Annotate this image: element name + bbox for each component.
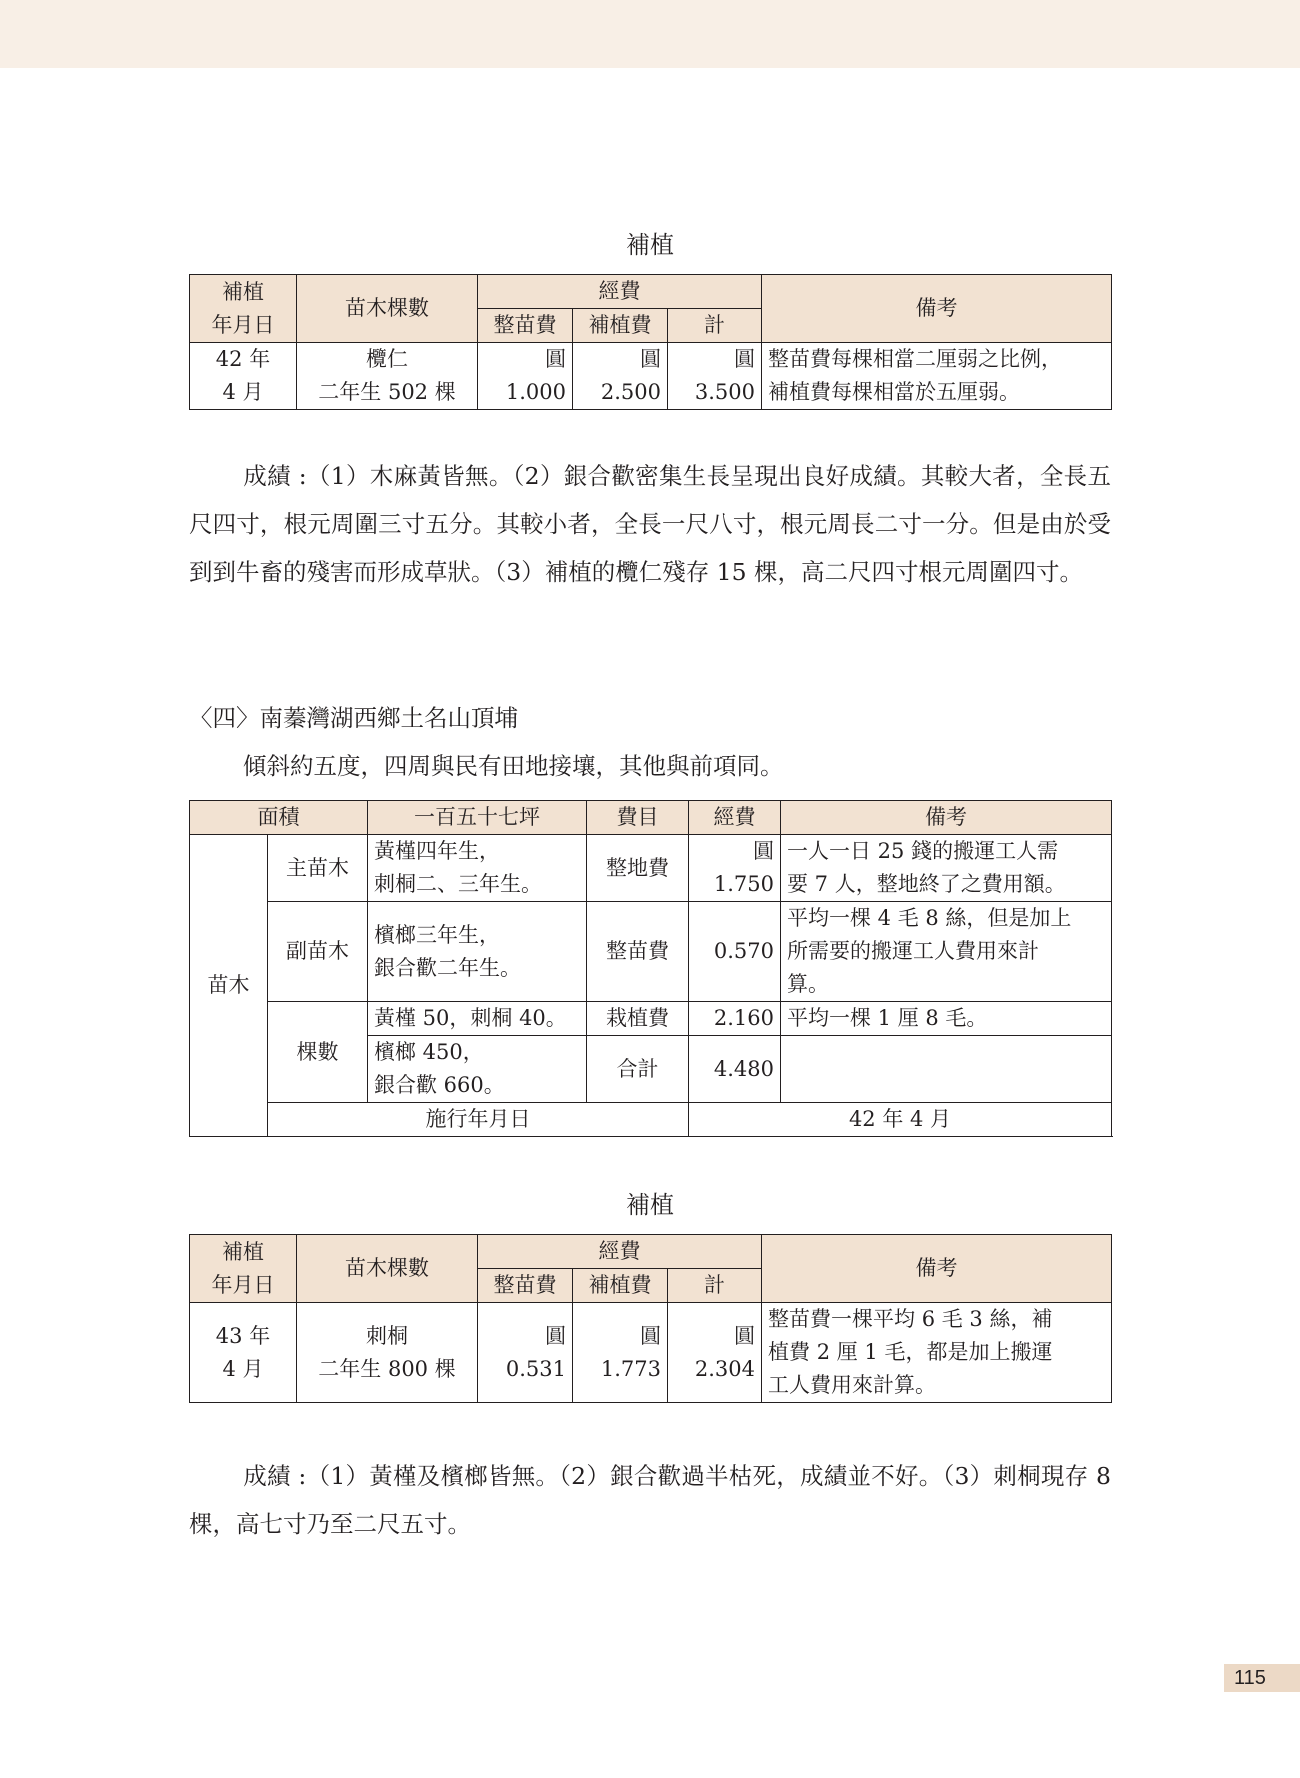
t1-v1: 圓 1.000	[478, 343, 573, 410]
t2-h-cost: 經費	[689, 801, 781, 835]
t2-exec-label: 施行年月日	[268, 1103, 689, 1137]
t3-h-date: 補植 年月日	[190, 1235, 297, 1303]
table3-caption: 補植	[626, 1191, 674, 1219]
t2-r2-remarks: 平均一棵 4 毛 8 絲，但是加上 所需要的搬運工人費用來計 算。	[781, 902, 1112, 1002]
t3-v1: 圓 0.531	[478, 1303, 573, 1403]
t3-v3: 圓 2.304	[668, 1303, 762, 1403]
t2-r1-item: 整地費	[587, 835, 689, 902]
section-heading: 〈四〉南蓁灣湖西鄉土名山頂埔	[189, 704, 518, 732]
table3	[189, 1234, 1112, 1403]
t3-h-sub3: 計	[668, 1269, 762, 1303]
t2-seedling: 苗木	[190, 835, 268, 1137]
t1-h-remarks: 備考	[762, 275, 1112, 343]
t2-r2-item: 整苗費	[587, 902, 689, 1002]
t2-count-1: 黃槿 50，刺桐 40。	[368, 1002, 587, 1036]
t3-h-seedlings: 苗木棵數	[297, 1235, 478, 1303]
t1-h-sub2: 補植費	[573, 309, 668, 343]
t3-h-sub2: 補植費	[573, 1269, 668, 1303]
t3-h-expense: 經費	[478, 1235, 762, 1269]
page-number: 115	[1224, 1664, 1300, 1692]
t1-v3: 圓 3.500	[668, 343, 762, 410]
t2-h-remarks: 備考	[781, 801, 1112, 835]
t1-remarks: 整苗費每棵相當二厘弱之比例， 補植費每棵相當於五厘弱。	[762, 343, 1112, 410]
para-results-1: 成績 :（1）木麻黃皆無。（2）銀合歡密集生長呈現出良好成績。其較大者，全長五尺四寸，根元周圍三寸五分。其較小者，全長一尺八寸，根元周長二寸一分。但是由於受到到牛畜的殘害而形成草狀。（3）補植的欖仁殘存 15 棵，高二尺四寸根元周圍四寸。	[189, 462, 1111, 586]
t2-r4-val: 4.480	[689, 1036, 781, 1103]
t2-r3-item: 栽植費	[587, 1002, 689, 1036]
t2-h-item: 費目	[587, 801, 689, 835]
t2-r1-remarks: 一人一日 25 錢的搬運工人需 要 7 人，整地終了之費用額。	[781, 835, 1112, 902]
t2-exec-val: 42 年 4 月	[689, 1103, 1112, 1137]
t2-r1-val: 圓 1.750	[689, 835, 781, 902]
t3-h-remarks: 備考	[762, 1235, 1112, 1303]
t3-date: 43 年 4 月	[190, 1303, 297, 1403]
t1-seedlings: 欖仁 二年生 502 棵	[297, 343, 478, 410]
t2-sub: 副苗木	[268, 902, 368, 1002]
t2-h-area-val: 一百五十七坪	[368, 801, 587, 835]
t2-main: 主苗木	[268, 835, 368, 902]
t1-h-sub3: 計	[668, 309, 762, 343]
t1-v2: 圓 2.500	[573, 343, 668, 410]
t2-r3-val: 2.160	[689, 1002, 781, 1036]
t2-r2-val: 0.570	[689, 902, 781, 1002]
table2	[189, 800, 1112, 1137]
t1-h-expense: 經費	[478, 275, 762, 309]
t1-date: 42 年 4 月	[190, 343, 297, 410]
table1-caption: 補植	[626, 231, 674, 259]
t3-remarks: 整苗費一棵平均 6 毛 3 絲，補 植費 2 厘 1 毛，都是加上搬運 工人費用來計算。	[762, 1303, 1112, 1403]
t1-h-date: 補植 年月日	[190, 275, 297, 343]
t2-h-area: 面積	[190, 801, 368, 835]
table1	[189, 274, 1112, 410]
t2-sub-desc: 檳榔三年生， 銀合歡二年生。	[368, 902, 587, 1002]
t1-h-sub1: 整苗費	[478, 309, 573, 343]
t2-count: 棵數	[268, 1002, 368, 1103]
t3-seedlings: 刺桐 二年生 800 棵	[297, 1303, 478, 1403]
top-band	[0, 0, 1300, 68]
t2-r4-item: 合計	[587, 1036, 689, 1103]
t2-count-2: 檳榔 450， 銀合歡 660。	[368, 1036, 587, 1103]
t2-r3-remarks: 平均一棵 1 厘 8 毛。	[781, 1002, 1112, 1036]
section-description: 傾斜約五度，四周與民有田地接壤，其他與前項同。	[243, 752, 784, 780]
t2-r4-remarks	[781, 1036, 1112, 1103]
para-results-2: 成績 :（1）黃槿及檳榔皆無。（2）銀合歡過半枯死，成績並不好。（3）刺桐現存 8 棵，高七寸乃至二尺五寸。	[189, 1462, 1111, 1538]
t3-v2: 圓 1.773	[573, 1303, 668, 1403]
t2-main-desc: 黃槿四年生， 刺桐二、三年生。	[368, 835, 587, 902]
t3-h-sub1: 整苗費	[478, 1269, 573, 1303]
t1-h-seedlings: 苗木棵數	[297, 275, 478, 343]
